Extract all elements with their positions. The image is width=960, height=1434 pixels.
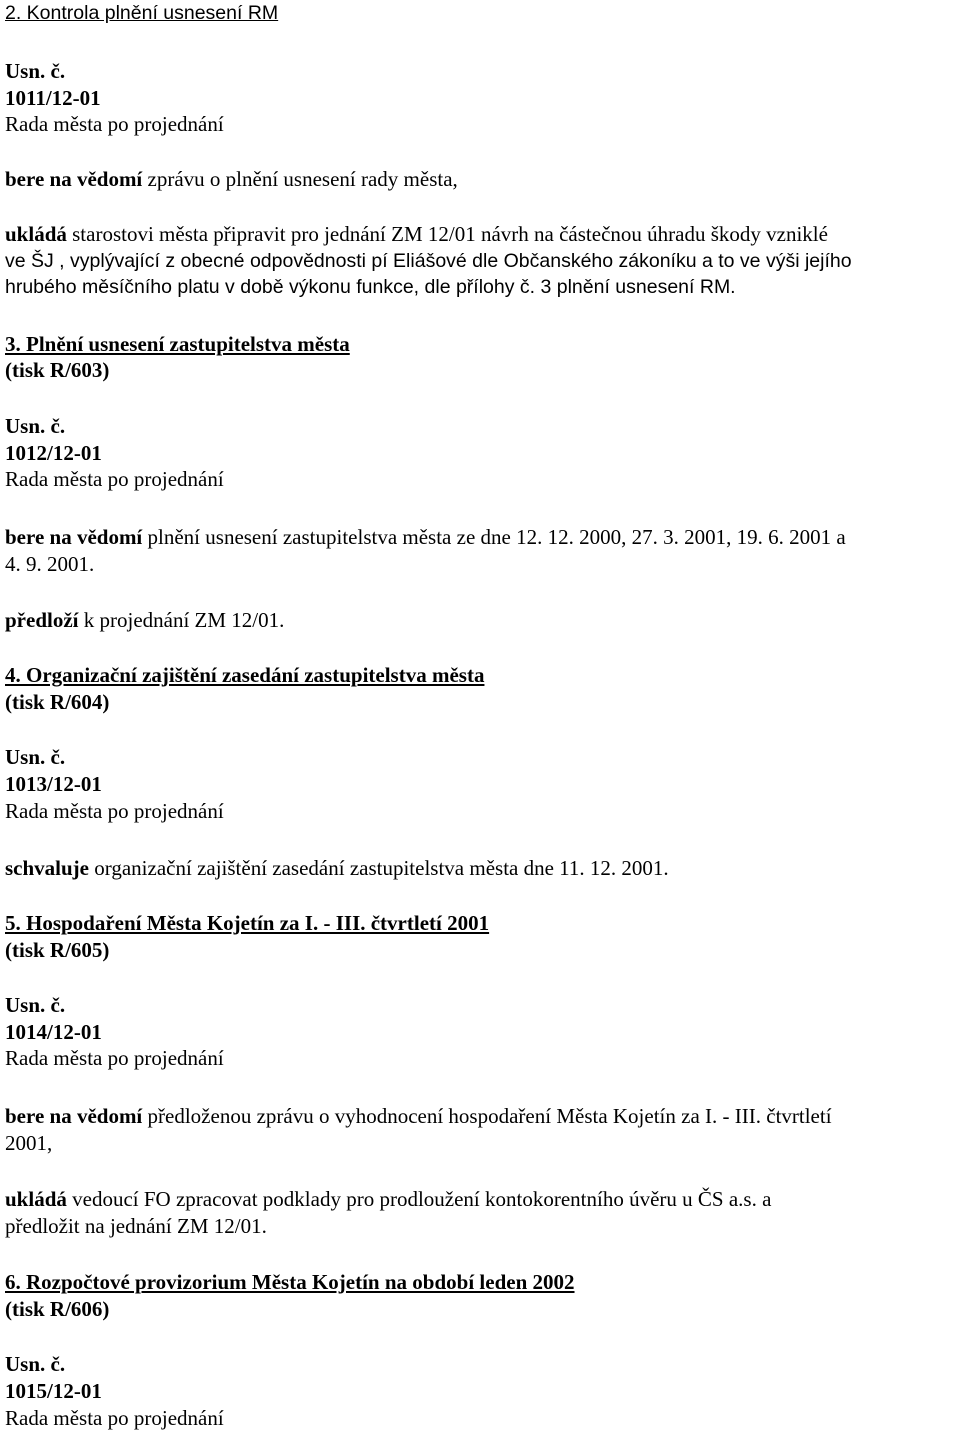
paragraph xyxy=(5,525,846,549)
paragraph xyxy=(5,856,669,880)
resolution-label: Usn. č. xyxy=(5,414,66,438)
council-line: Rada města po projednání xyxy=(5,799,224,823)
resolution-label: Usn. č. xyxy=(5,59,66,83)
verb-bold: bere na vědomí xyxy=(5,525,143,549)
paragraph xyxy=(5,222,828,246)
resolution-label: Usn. č. xyxy=(5,1352,66,1376)
section-4-heading: 4. Organizační zajištění zasedání zastupitelstva města xyxy=(5,663,485,687)
resolution-label: Usn. č. xyxy=(5,993,66,1017)
section-2-heading: 2. Kontrola plnění usnesení RM xyxy=(5,2,279,24)
verb-bold: bere na vědomí xyxy=(5,1104,143,1128)
resolution-number: 1015/12-01 xyxy=(5,1379,102,1403)
paragraph-line: hrubého měsíčního platu v době výkonu funkce, dle přílohy č. 3 plnění usnesení RM. xyxy=(5,276,736,298)
verb-bold: ukládá xyxy=(5,1187,67,1211)
print-reference: (tisk R/603) xyxy=(5,358,110,382)
paragraph xyxy=(5,1104,832,1128)
print-reference: (tisk R/605) xyxy=(5,938,110,962)
paragraph-text: plnění usnesení zastupitelstva města ze dne 12. 12. 2000, 27. 3. 2001, 19. 6. 2001 a xyxy=(142,525,846,549)
print-reference: (tisk R/606) xyxy=(5,1297,110,1321)
paragraph-text: organizační zajištění zasedání zastupitelstva města dne 11. 12. 2001. xyxy=(89,856,669,880)
section-3-heading: 3. Plnění usnesení zastupitelstva města xyxy=(5,332,350,356)
verb-bold: ukládá xyxy=(5,222,67,246)
verb-bold: schvaluje xyxy=(5,856,89,880)
paragraph-line: 4. 9. 2001. xyxy=(5,552,95,576)
paragraph-line: předložit na jednání ZM 12/01. xyxy=(5,1214,267,1238)
print-reference: (tisk R/604) xyxy=(5,690,110,714)
paragraph-line: 2001, xyxy=(5,1131,53,1155)
verb-bold: bere na vědomí xyxy=(5,167,143,191)
verb-bold: předloží xyxy=(5,608,79,632)
resolution-number: 1013/12-01 xyxy=(5,772,102,796)
section-5-heading: 5. Hospodaření Města Kojetín za I. - III. čtvrtletí 2001 xyxy=(5,911,490,935)
paragraph xyxy=(5,1187,771,1211)
section-6-heading: 6. Rozpočtové provizorium Města Kojetín na období leden 2002 xyxy=(5,1270,575,1294)
paragraph xyxy=(5,608,284,632)
paragraph-text: starostovi města připravit pro jednání ZM 12/01 návrh na částečnou úhradu škody vzniklé xyxy=(66,222,828,246)
council-line: Rada města po projednání xyxy=(5,1406,224,1430)
council-line: Rada města po projednání xyxy=(5,112,224,136)
resolution-label: Usn. č. xyxy=(5,745,66,769)
paragraph-text: k projednání ZM 12/01. xyxy=(78,608,285,632)
paragraph-text: předloženou zprávu o vyhodnocení hospodaření Města Kojetín za I. - III. čtvrtletí xyxy=(142,1104,832,1128)
paragraph-line: ve ŠJ , vyplývající z obecné odpovědnosti pí Eliášové dle Občanského zákoníku a to ve výši jejího xyxy=(5,250,852,272)
council-line: Rada města po projednání xyxy=(5,1046,224,1070)
council-line: Rada města po projednání xyxy=(5,467,224,491)
resolution-number: 1012/12-01 xyxy=(5,441,102,465)
resolution-number: 1014/12-01 xyxy=(5,1020,102,1044)
paragraph-text: vedoucí FO zpracovat podklady pro prodloužení kontokorentního úvěru u ČS a.s. a xyxy=(66,1187,772,1211)
resolution-number: 1011/12-01 xyxy=(5,86,101,110)
paragraph-text: zprávu o plnění usnesení rady města, xyxy=(142,167,458,191)
paragraph xyxy=(5,167,458,191)
